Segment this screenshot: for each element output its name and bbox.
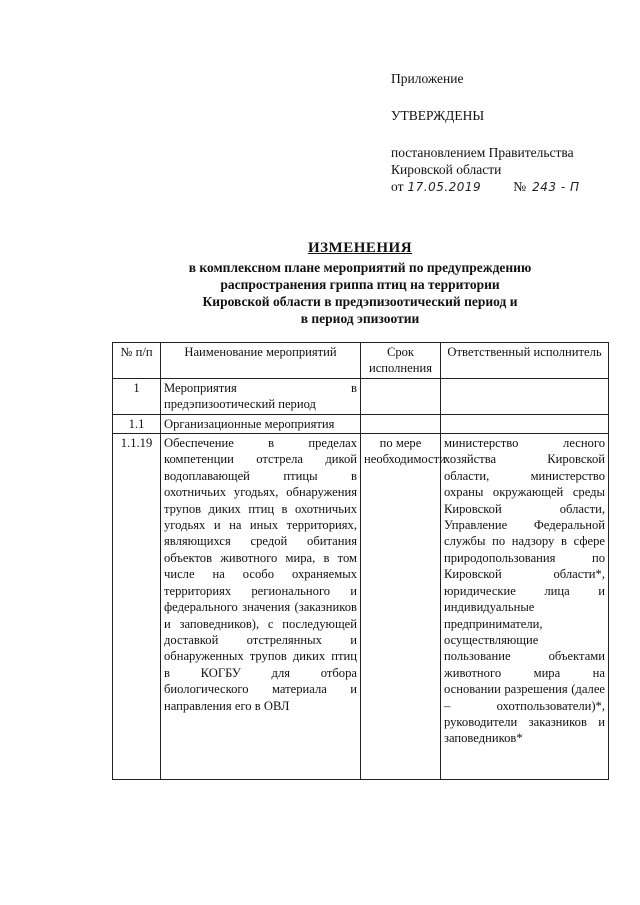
row-name: Мероприятия в предэпизоотический период [161,378,361,414]
header-num: № п/п [113,343,161,379]
row-responsible [441,414,609,433]
header-term: Срок исполнения [361,343,441,379]
appendix-label: Приложение [391,71,464,86]
approval-block [391,70,621,196]
table-header-row [113,343,609,379]
document-title [80,240,640,327]
date-prefix: от [391,179,404,194]
table-row [113,434,609,780]
title-line-4: в период эпизоотии [300,311,420,326]
row-term: по мере необходимости [361,434,441,780]
row-responsible: министерство лесного хозяйства Кировской области, министерство охраны окружающей среды Кировской области, Управление Федеральной службы по надзору в сфере природопользования по Кировской области*, юридические лица и индивидуальные предприниматели, осуществляющие пользование объектами животного мира на основании разрешения (далее – охотпользователи)*, руководители заказников и заповедников* [441,434,609,780]
title-line-3: Кировской области в предэпизоотический период и [202,294,518,309]
decree-line-2: Кировской области [391,162,502,177]
number-handwritten: 243 - П [532,180,580,194]
title-line-2: распространения гриппа птиц на территории [220,277,500,292]
decree-line-1: постановлением Правительства [391,145,574,160]
header-responsible: Ответственный исполнитель [441,343,609,379]
decree-date-number [391,178,621,196]
row-term [361,414,441,433]
measures-table [112,342,609,780]
row-num: 1.1.19 [113,434,161,780]
table-row [113,414,609,433]
row-name: Организационные мероприятия [161,414,361,433]
row-term [361,378,441,414]
header-name: Наименование мероприятий [161,343,361,379]
table-row [113,378,609,414]
number-prefix: № [513,179,527,194]
title-line-1: в комплексном плане мероприятий по предупреждению [188,260,532,275]
approved-label: УТВЕРЖДЕНЫ [391,108,485,123]
date-handwritten: 17.05.2019 [407,180,482,194]
row-responsible [441,378,609,414]
row-num: 1 [113,378,161,414]
decree-block [391,144,621,196]
row-name: Обеспечение в пределах компетенции отстрела дикой водоплавающей птицы в охотничьих угодьях, обнаружения трупов диких птиц в охотничьих угодьях и на иных территориях, являющихся средой обитания объектов животного мира, в том числе на особо охраняемых территориях регионального и федерального значения (заказников и заповедников), с последующей доставкой отстрелянных и обнаруженных трупов диких птиц в КОГБУ для отбора биологического материала и направления его в ОВЛ [161,434,361,780]
title-heading: ИЗМЕНЕНИЯ [307,240,413,256]
row-num: 1.1 [113,414,161,433]
